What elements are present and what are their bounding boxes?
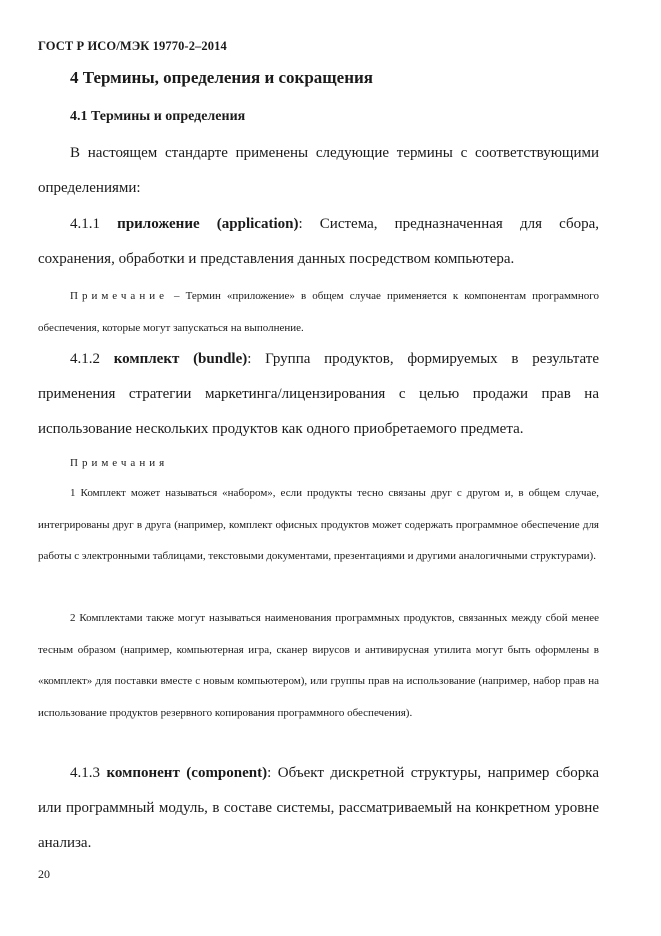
notes-label: Примечания [70,457,169,469]
term-number: 4.1.2 [70,351,114,367]
term-name: компонент (component) [106,765,268,781]
page-number: 20 [38,867,50,881]
intro-paragraph: В настоящем стандарте применены следующие термины с соответствующими определениями: [38,145,599,196]
note-text: – Термин «приложение» в общем случае применяется к компонентам программного обеспечения, которые могут запускаться на выполнение. [38,290,599,334]
term-name: комплект (bundle) [113,351,248,367]
note-bundle-2: 2 Комплектами также могут называться наименования программных продуктов, связанных между сбой менее тесным образом (например, компьютерная игра, сканер вирусов и антивирусная утилита могут быть оформлены в «комплект» для поставки вместе с новым компьютером), или группы прав на использование (например, набор прав на использование продуктов резервного копирования программного обеспечения). [38,612,599,719]
term-bundle [38,342,599,447]
subsection-title: 4.1 Термины и определения [70,109,246,124]
note-application [38,281,599,344]
note-bundle-1: 1 Комплект может называться «набором», если продукты тесно связаны друг с другом и, в общем случае, интегрированы друг в друга (например, комплект офисных продуктов может содержать программное обеспечение для работы с электронными таблицами, текстовыми документами, презентациями и другими аналогичными структурами). [38,487,599,562]
term-number: 4.1.3 [70,765,107,781]
term-number: 4.1.1 [70,216,118,232]
section-title: 4 Термины, определения и сокращения [70,68,373,87]
term-component [38,756,599,861]
document-header: ГОСТ Р ИСО/МЭК 19770-2–2014 [38,39,227,53]
term-definition: : Система, предназначенная для сбора, сохранения, обработки и представления данных посредством компьютера. [38,216,600,267]
term-definition: : Группа продуктов, формируемых в результате применения стратегии маркетинга/лицензирования с целью продажи прав на использование нескольких продуктов как одного приобретаемого предмета. [38,351,599,437]
note-label: Примечание [70,290,168,302]
term-application [38,207,599,277]
term-name: приложение (application) [117,216,299,232]
term-definition: : Объект дискретной структуры, например сборка или программный модуль, в составе системы, рассматриваемый на конкретном уровне анализа. [38,765,600,851]
